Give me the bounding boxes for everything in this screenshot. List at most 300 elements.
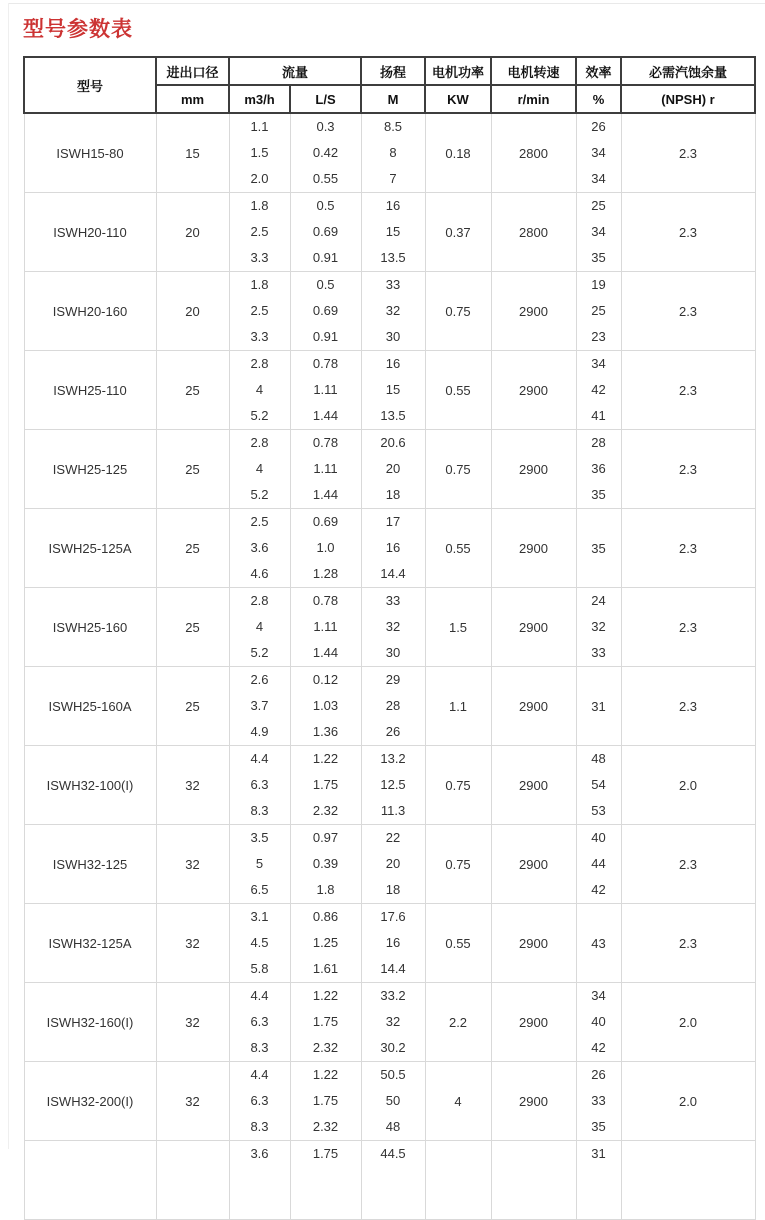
cell-m3h	[229, 351, 290, 430]
cell-value: 1.61	[312, 961, 339, 976]
cell-value: 1.28	[312, 566, 339, 581]
cell-npsh: 2.3	[621, 272, 755, 351]
col-unit-rpm: r/min	[491, 85, 576, 113]
cell-value	[577, 1167, 621, 1193]
cell-npsh: 2.0	[621, 746, 755, 825]
cell-value: 2.8	[250, 593, 269, 608]
cell-model: ISWH25-110	[24, 351, 156, 430]
cell-value: 4.4	[250, 751, 269, 766]
cell-dn: 32	[156, 825, 229, 904]
cell-value: 1.03	[312, 698, 339, 713]
cell-value: 11.3	[380, 803, 406, 818]
cell-ls	[290, 351, 361, 430]
cell-value: 2.5	[250, 224, 269, 239]
cell-model: ISWH32-160(I)	[24, 983, 156, 1062]
cell-value: 2.5	[250, 303, 269, 318]
cell-value: 1.75	[312, 1093, 339, 1108]
cell-value: 0.97	[312, 830, 339, 845]
cell-ls	[290, 1141, 361, 1220]
cell-value: 33.2	[380, 988, 406, 1003]
cell-kw: 0.75	[425, 825, 491, 904]
cell-rpm: 2800	[491, 193, 576, 272]
cell-rpm: 2900	[491, 1062, 576, 1141]
cell-value: 23	[591, 329, 606, 344]
cell-npsh: 2.3	[621, 113, 755, 193]
cell-value: 34	[591, 988, 606, 1003]
cell-model	[24, 1141, 156, 1220]
cell-head	[361, 351, 425, 430]
cell-rpm: 2900	[491, 746, 576, 825]
cell-head	[361, 746, 425, 825]
cell-value: 0.69	[312, 224, 339, 239]
cell-value: 7	[389, 171, 397, 186]
cell-value: 19	[591, 277, 606, 292]
cell-value: 20.6	[380, 435, 406, 450]
cell-m3h	[229, 588, 290, 667]
cell-model: ISWH20-160	[24, 272, 156, 351]
table-row	[24, 430, 755, 509]
cell-value: 18	[385, 882, 401, 897]
col-unit-m: M	[361, 85, 425, 113]
cell-value: 5	[255, 856, 264, 871]
cell-value: 0.55	[312, 171, 339, 186]
cell-value: 1.1	[250, 119, 269, 134]
cell-value: 41	[591, 408, 606, 423]
cell-value: 6.3	[250, 1093, 269, 1108]
cell-rpm: 2900	[491, 272, 576, 351]
cell-value: 33	[591, 1093, 606, 1108]
table-row	[24, 983, 755, 1062]
cell-value: 2.32	[312, 1119, 339, 1134]
col-header-flow: 流量	[229, 57, 361, 85]
cell-eff	[576, 272, 621, 351]
cell-m3h	[229, 667, 290, 746]
cell-value: 24	[591, 593, 606, 608]
cell-model: ISWH25-125	[24, 430, 156, 509]
cell-value: 15	[385, 224, 401, 239]
col-unit-pct: %	[576, 85, 621, 113]
cell-value: 6.5	[250, 882, 269, 897]
cell-eff	[576, 588, 621, 667]
cell-value: 42	[591, 1040, 606, 1055]
col-unit-m3h: m3/h	[229, 85, 290, 113]
cell-rpm: 2900	[491, 509, 576, 588]
cell-value: 1.22	[312, 988, 339, 1003]
cell-value	[362, 1193, 425, 1219]
cell-value: 4.9	[250, 724, 269, 739]
cell-value: 33	[591, 645, 606, 660]
cell-kw	[425, 1141, 491, 1220]
cell-value: 3.3	[250, 329, 269, 344]
cell-value: 5.8	[250, 961, 269, 976]
cell-value: 42	[591, 882, 606, 897]
cell-value: 4	[255, 619, 264, 634]
cell-value: 1.22	[312, 751, 339, 766]
cell-npsh: 2.3	[621, 509, 755, 588]
cell-value: 18	[385, 487, 401, 502]
cell-value: 31	[591, 1146, 606, 1161]
cell-dn: 32	[156, 1062, 229, 1141]
cell-value: 42	[591, 382, 606, 397]
cell-value: 2.8	[250, 356, 269, 371]
cell-m3h	[229, 746, 290, 825]
cell-eff: 35	[576, 509, 621, 588]
cell-kw: 0.55	[425, 351, 491, 430]
cell-value: 35	[591, 487, 606, 502]
cell-head	[361, 983, 425, 1062]
cell-head	[361, 272, 425, 351]
cell-value: 30.2	[380, 1040, 406, 1055]
cell-value: 17.6	[380, 909, 406, 924]
cell-ls	[290, 193, 361, 272]
cell-value: 0.78	[312, 356, 339, 371]
cell-value: 4	[255, 461, 264, 476]
cell-value	[577, 1193, 621, 1219]
cell-value: 3.6	[250, 540, 269, 555]
cell-value: 16	[385, 935, 401, 950]
cell-eff	[576, 1141, 621, 1220]
cell-value: 34	[591, 356, 606, 371]
cell-m3h	[229, 825, 290, 904]
cell-ls	[290, 1062, 361, 1141]
cell-value: 44.5	[380, 1146, 406, 1161]
cell-value: 1.75	[312, 777, 339, 792]
cell-value: 35	[591, 1119, 606, 1134]
cell-head	[361, 1141, 425, 1220]
cell-m3h	[229, 904, 290, 983]
cell-value: 0.5	[316, 277, 335, 292]
cell-head	[361, 430, 425, 509]
cell-m3h	[229, 272, 290, 351]
cell-value: 0.86	[312, 909, 339, 924]
cell-value: 32	[591, 619, 606, 634]
cell-dn: 25	[156, 588, 229, 667]
cell-m3h	[229, 113, 290, 193]
cell-value: 32	[385, 619, 401, 634]
cell-dn: 32	[156, 904, 229, 983]
cell-value: 8.5	[383, 119, 403, 134]
cell-value: 4.4	[250, 1067, 269, 1082]
cell-value: 16	[385, 540, 401, 555]
cell-value	[362, 1167, 425, 1193]
table-row	[24, 1141, 755, 1220]
cell-rpm: 2900	[491, 983, 576, 1062]
cell-value: 1.11	[313, 382, 338, 397]
cell-value: 1.75	[312, 1014, 339, 1029]
cell-value: 29	[385, 672, 401, 687]
cell-value: 25	[591, 303, 606, 318]
cell-kw: 4	[425, 1062, 491, 1141]
cell-value: 2.6	[250, 672, 269, 687]
cell-m3h	[229, 430, 290, 509]
cell-value	[230, 1167, 290, 1193]
cell-value: 53	[591, 803, 606, 818]
cell-value: 8.3	[250, 1119, 269, 1134]
cell-dn: 32	[156, 746, 229, 825]
cell-value: 3.1	[250, 909, 269, 924]
cell-npsh: 2.3	[621, 193, 755, 272]
cell-ls	[290, 509, 361, 588]
cell-eff: 43	[576, 904, 621, 983]
cell-ls	[290, 904, 361, 983]
cell-eff	[576, 193, 621, 272]
cell-rpm: 2800	[491, 113, 576, 193]
cell-value: 48	[591, 751, 606, 766]
cell-value: 34	[591, 224, 606, 239]
cell-value: 5.2	[250, 487, 269, 502]
cell-value: 3.5	[250, 830, 269, 845]
table-row	[24, 588, 755, 667]
cell-npsh: 2.3	[621, 430, 755, 509]
cell-value: 32	[385, 303, 401, 318]
cell-value: 50	[385, 1093, 401, 1108]
cell-value: 1.11	[313, 619, 338, 634]
cell-head	[361, 193, 425, 272]
cell-head	[361, 1062, 425, 1141]
cell-value: 4	[255, 382, 264, 397]
cell-value: 0.69	[312, 514, 339, 529]
cell-model: ISWH25-160A	[24, 667, 156, 746]
cell-model: ISWH20-110	[24, 193, 156, 272]
cell-value: 2.8	[250, 435, 269, 450]
cell-dn: 20	[156, 193, 229, 272]
cell-value: 1.8	[250, 198, 269, 213]
cell-value: 54	[591, 777, 606, 792]
cell-value: 3.7	[250, 698, 269, 713]
cell-value: 6.3	[250, 1014, 269, 1029]
cell-value: 1.8	[250, 277, 269, 292]
cell-value: 20	[385, 856, 401, 871]
cell-value: 0.91	[312, 250, 339, 265]
cell-rpm: 2900	[491, 825, 576, 904]
col-header-model: 型号	[24, 57, 156, 113]
table-row	[24, 351, 755, 430]
cell-value: 17	[385, 514, 401, 529]
table-row	[24, 904, 755, 983]
cell-value: 3.3	[250, 250, 269, 265]
cell-kw: 0.18	[425, 113, 491, 193]
cell-kw: 0.37	[425, 193, 491, 272]
cell-rpm	[491, 1141, 576, 1220]
page-title: 型号参数表	[23, 18, 133, 41]
model-parameters-table	[23, 56, 756, 1220]
cell-value: 34	[591, 171, 606, 186]
cell-value: 4.5	[250, 935, 269, 950]
col-unit-kw: KW	[425, 85, 491, 113]
cell-dn	[156, 1141, 229, 1220]
cell-value: 2.5	[250, 514, 269, 529]
cell-dn: 20	[156, 272, 229, 351]
cell-value: 36	[591, 461, 606, 476]
cell-kw: 0.75	[425, 746, 491, 825]
cell-value: 0.91	[312, 329, 339, 344]
cell-m3h	[229, 983, 290, 1062]
table-body	[24, 113, 755, 1220]
cell-head	[361, 509, 425, 588]
cell-rpm: 2900	[491, 667, 576, 746]
cell-kw: 0.55	[425, 509, 491, 588]
cell-eff	[576, 746, 621, 825]
cell-value: 28	[385, 698, 401, 713]
table-row	[24, 825, 755, 904]
cell-value: 13.5	[380, 408, 406, 423]
cell-value: 26	[591, 1067, 606, 1082]
cell-dn: 25	[156, 430, 229, 509]
cell-npsh: 2.3	[621, 351, 755, 430]
cell-kw: 2.2	[425, 983, 491, 1062]
col-header-diameter: 进出口径	[156, 57, 229, 85]
cell-value: 40	[591, 1014, 606, 1029]
cell-value: 0.39	[312, 856, 339, 871]
cell-value: 3.6	[250, 1146, 269, 1161]
cell-rpm: 2900	[491, 430, 576, 509]
cell-head	[361, 113, 425, 193]
cell-head	[361, 667, 425, 746]
cell-value: 0.5	[316, 198, 335, 213]
cell-value: 1.22	[312, 1067, 339, 1082]
cell-npsh: 2.0	[621, 1062, 755, 1141]
cell-model: ISWH32-125A	[24, 904, 156, 983]
cell-kw: 1.1	[425, 667, 491, 746]
cell-ls	[290, 430, 361, 509]
cell-value: 8.3	[250, 803, 269, 818]
cell-kw: 0.75	[425, 430, 491, 509]
cell-m3h	[229, 1141, 290, 1220]
cell-eff	[576, 351, 621, 430]
cell-value: 50.5	[380, 1067, 406, 1082]
page-left-divider	[8, 3, 9, 1149]
cell-value: 30	[385, 645, 401, 660]
cell-ls	[290, 588, 361, 667]
col-header-speed: 电机转速	[491, 57, 576, 85]
cell-model: ISWH32-200(I)	[24, 1062, 156, 1141]
cell-eff	[576, 430, 621, 509]
table-row	[24, 1062, 755, 1141]
cell-value: 5.2	[250, 408, 269, 423]
cell-value: 33	[385, 593, 401, 608]
cell-eff	[576, 113, 621, 193]
cell-value: 0.78	[312, 435, 339, 450]
cell-kw: 1.5	[425, 588, 491, 667]
cell-value: 0.42	[312, 145, 339, 160]
cell-npsh: 2.0	[621, 983, 755, 1062]
cell-value: 30	[385, 329, 401, 344]
col-unit-npshr: (NPSH) r	[621, 85, 755, 113]
cell-value: 1.44	[312, 408, 339, 423]
cell-value: 48	[385, 1119, 401, 1134]
cell-value: 2.32	[312, 1040, 339, 1055]
cell-npsh: 2.3	[621, 667, 755, 746]
cell-value: 32	[385, 1014, 401, 1029]
cell-value	[291, 1167, 361, 1193]
cell-model: ISWH25-160	[24, 588, 156, 667]
cell-eff: 31	[576, 667, 621, 746]
cell-value: 22	[385, 830, 401, 845]
cell-value: 35	[591, 250, 606, 265]
cell-head	[361, 904, 425, 983]
cell-value	[230, 1193, 290, 1219]
cell-value: 5.2	[250, 645, 269, 660]
cell-value: 4.4	[250, 988, 269, 1003]
col-header-efficiency: 效率	[576, 57, 621, 85]
table-row	[24, 509, 755, 588]
cell-ls	[290, 667, 361, 746]
cell-value: 8	[389, 145, 397, 160]
cell-value: 1.75	[312, 1146, 339, 1161]
cell-ls	[290, 113, 361, 193]
cell-value: 1.11	[313, 461, 338, 476]
cell-rpm: 2900	[491, 351, 576, 430]
table-row	[24, 193, 755, 272]
cell-eff	[576, 983, 621, 1062]
cell-dn: 25	[156, 351, 229, 430]
cell-value: 2.0	[250, 171, 269, 186]
cell-value: 15	[385, 382, 401, 397]
cell-dn: 25	[156, 509, 229, 588]
table-row	[24, 667, 755, 746]
cell-npsh: 2.3	[621, 588, 755, 667]
cell-value: 40	[591, 830, 606, 845]
table-row	[24, 113, 755, 193]
cell-m3h	[229, 1062, 290, 1141]
cell-value: 0.3	[316, 119, 335, 134]
cell-value: 1.25	[312, 935, 339, 950]
cell-eff	[576, 825, 621, 904]
cell-value: 1.44	[312, 645, 339, 660]
cell-kw: 0.55	[425, 904, 491, 983]
cell-dn: 25	[156, 667, 229, 746]
cell-value: 16	[385, 356, 401, 371]
cell-value: 13.2	[380, 751, 406, 766]
cell-value: 20	[385, 461, 401, 476]
cell-value: 1.0	[316, 540, 335, 555]
cell-value: 13.5	[380, 250, 406, 265]
cell-value	[291, 1193, 361, 1219]
cell-model: ISWH15-80	[24, 113, 156, 193]
cell-model: ISWH32-125	[24, 825, 156, 904]
table-row	[24, 272, 755, 351]
cell-ls	[290, 825, 361, 904]
page-top-divider	[8, 3, 765, 4]
cell-value: 1.8	[316, 882, 335, 897]
cell-ls	[290, 272, 361, 351]
cell-rpm: 2900	[491, 904, 576, 983]
cell-ls	[290, 746, 361, 825]
cell-npsh: 2.3	[621, 825, 755, 904]
cell-m3h	[229, 509, 290, 588]
table-header	[24, 57, 755, 113]
cell-m3h	[229, 193, 290, 272]
cell-value: 33	[385, 277, 401, 292]
cell-value: 44	[591, 856, 606, 871]
cell-value: 8.3	[250, 1040, 269, 1055]
cell-value: 14.4	[380, 566, 406, 581]
cell-eff	[576, 1062, 621, 1141]
cell-head	[361, 825, 425, 904]
cell-head	[361, 588, 425, 667]
cell-value: 26	[591, 119, 606, 134]
col-unit-ls: L/S	[290, 85, 361, 113]
cell-kw: 0.75	[425, 272, 491, 351]
cell-npsh: 2.3	[621, 904, 755, 983]
cell-value: 14.4	[380, 961, 406, 976]
cell-value: 0.69	[312, 303, 339, 318]
cell-ls	[290, 983, 361, 1062]
cell-npsh	[621, 1141, 755, 1220]
cell-value: 1.44	[312, 487, 339, 502]
col-unit-mm: mm	[156, 85, 229, 113]
cell-value: 34	[591, 145, 606, 160]
